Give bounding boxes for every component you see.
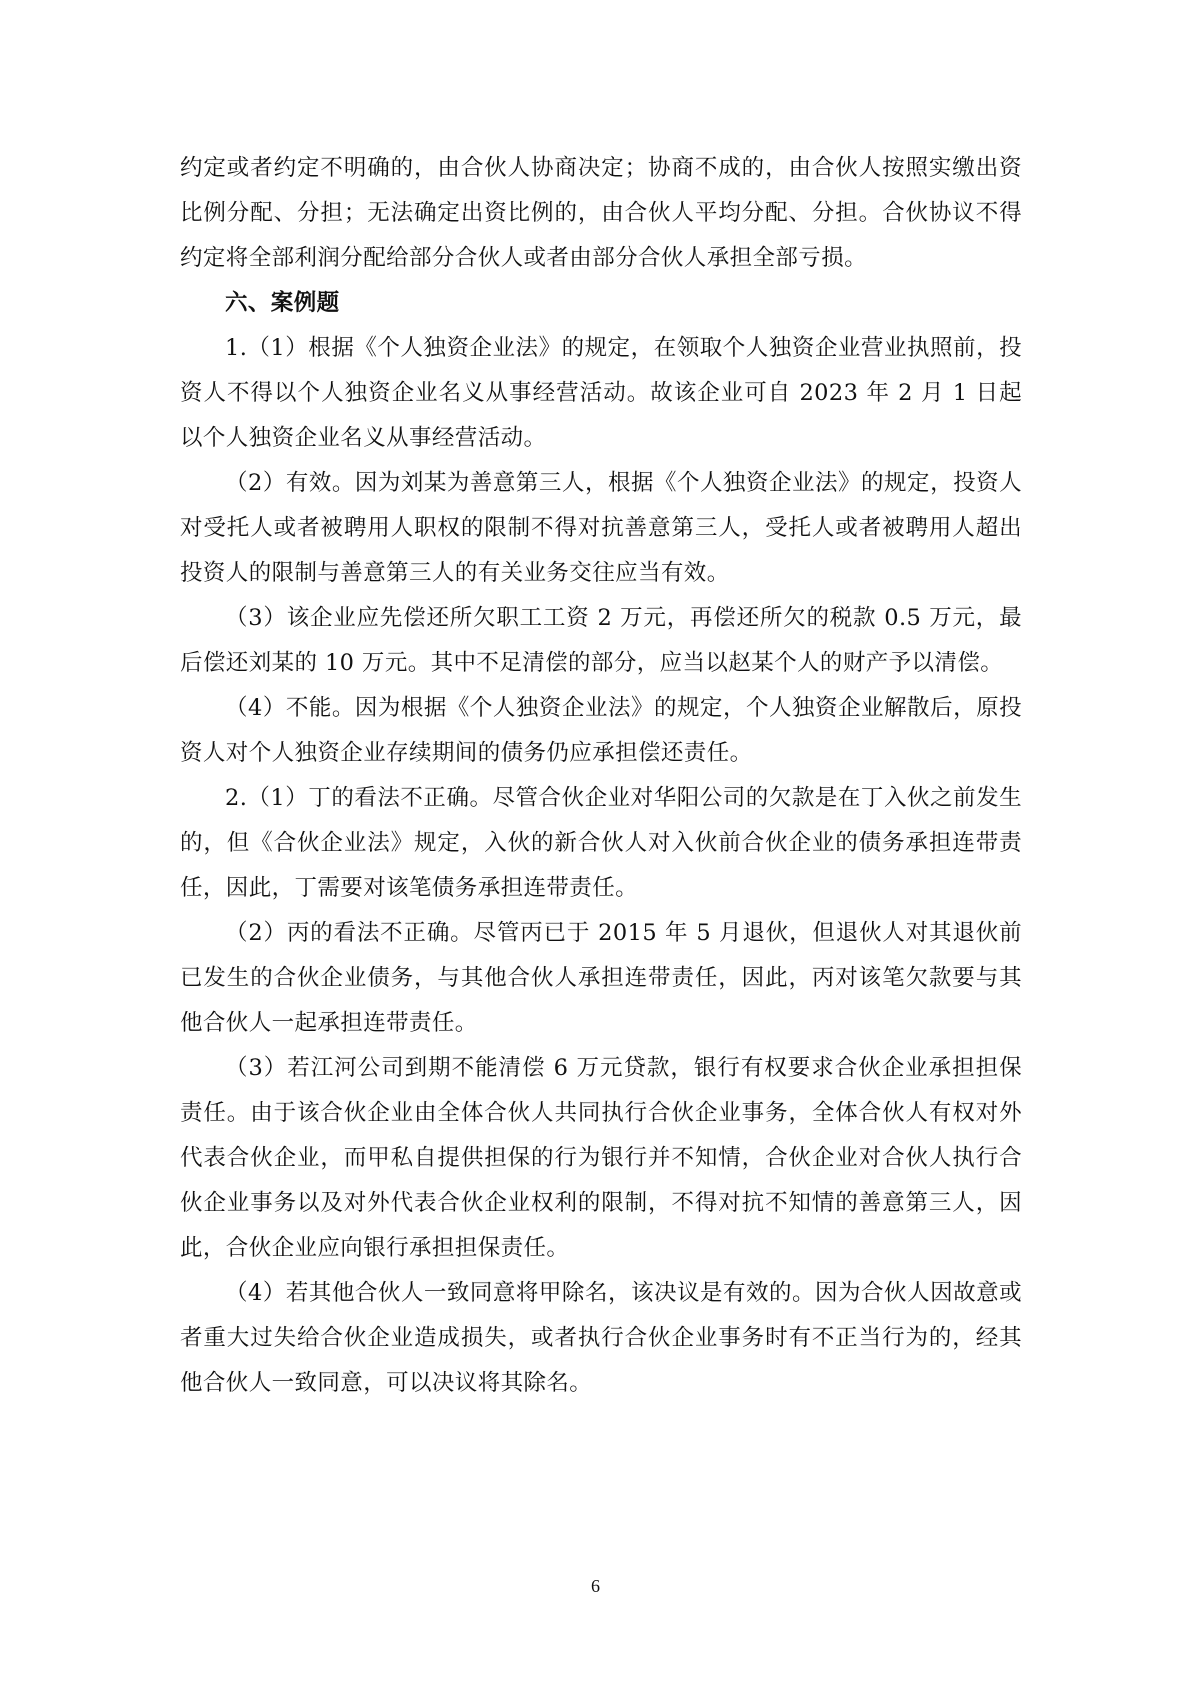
paragraph-case2-q1: 2.（1）丁的看法不正确。尽管合伙企业对华阳公司的欠款是在丁入伙之前发生的，但《合伙企业法》规定，入伙的新合伙人对入伙前合伙企业的债务承担连带责任，因此，丁需要对该笔债务承担连带责任。 [180, 785, 1022, 901]
paragraph-case1-q1: 1.（1）根据《个人独资企业法》的规定，在领取个人独资企业营业执照前，投资人不得以个人独资企业名义从事经营活动。故该企业可自 2023 年 2 月 1 日起以个人独资企业名义从事经营活动。 [180, 335, 1022, 451]
section-heading: 六、案例题 [225, 290, 340, 316]
paragraph-case1-q2: （2）有效。因为刘某为善意第三人，根据《个人独资企业法》的规定，投资人对受托人或者被聘用人职权的限制不得对抗善意第三人，受托人或者被聘用人超出投资人的限制与善意第三人的有关业务交往应当有效。 [180, 470, 1022, 586]
paragraph-case2-q4: （4）若其他合伙人一致同意将甲除名，该决议是有效的。因为合伙人因故意或者重大过失给合伙企业造成损失，或者执行合伙企业事务时有不正当行为的，经其他合伙人一致同意，可以决议将其除名。 [180, 1280, 1022, 1396]
document-body [180, 146, 1022, 1406]
paragraph-case2-q2: （2）丙的看法不正确。尽管丙已于 2015 年 5 月退伙，但退伙人对其退伙前已发生的合伙企业债务，与其他合伙人承担连带责任，因此，丙对该笔欠款要与其他合伙人一起承担连带责任。 [180, 920, 1022, 1036]
paragraph-continuation: 约定或者约定不明确的，由合伙人协商决定；协商不成的，由合伙人按照实缴出资比例分配、分担；无法确定出资比例的，由合伙人平均分配、分担。合伙协议不得约定将全部利润分配给部分合伙人或者由部分合伙人承担全部亏损。 [180, 155, 1022, 271]
paragraph-case1-q3: （3）该企业应先偿还所欠职工工资 2 万元，再偿还所欠的税款 0.5 万元，最后偿还刘某的 10 万元。其中不足清偿的部分，应当以赵某个人的财产予以清偿。 [180, 605, 1022, 676]
paragraph-case2-q3: （3）若江河公司到期不能清偿 6 万元贷款，银行有权要求合伙企业承担担保责任。由于该合伙企业由全体合伙人共同执行合伙企业事务，全体合伙人有权对外代表合伙企业，而甲私自提供担保的行为银行并不知情，合伙企业对合伙人执行合伙企业事务以及对外代表合伙企业权利的限制，不得对抗不知情的善意第三人，因此，合伙企业应向银行承担担保责任。 [180, 1055, 1022, 1261]
paragraph-case1-q4: （4）不能。因为根据《个人独资企业法》的规定，个人独资企业解散后，原投资人对个人独资企业存续期间的债务仍应承担偿还责任。 [180, 695, 1022, 766]
page-number: 6 [591, 1576, 600, 1596]
